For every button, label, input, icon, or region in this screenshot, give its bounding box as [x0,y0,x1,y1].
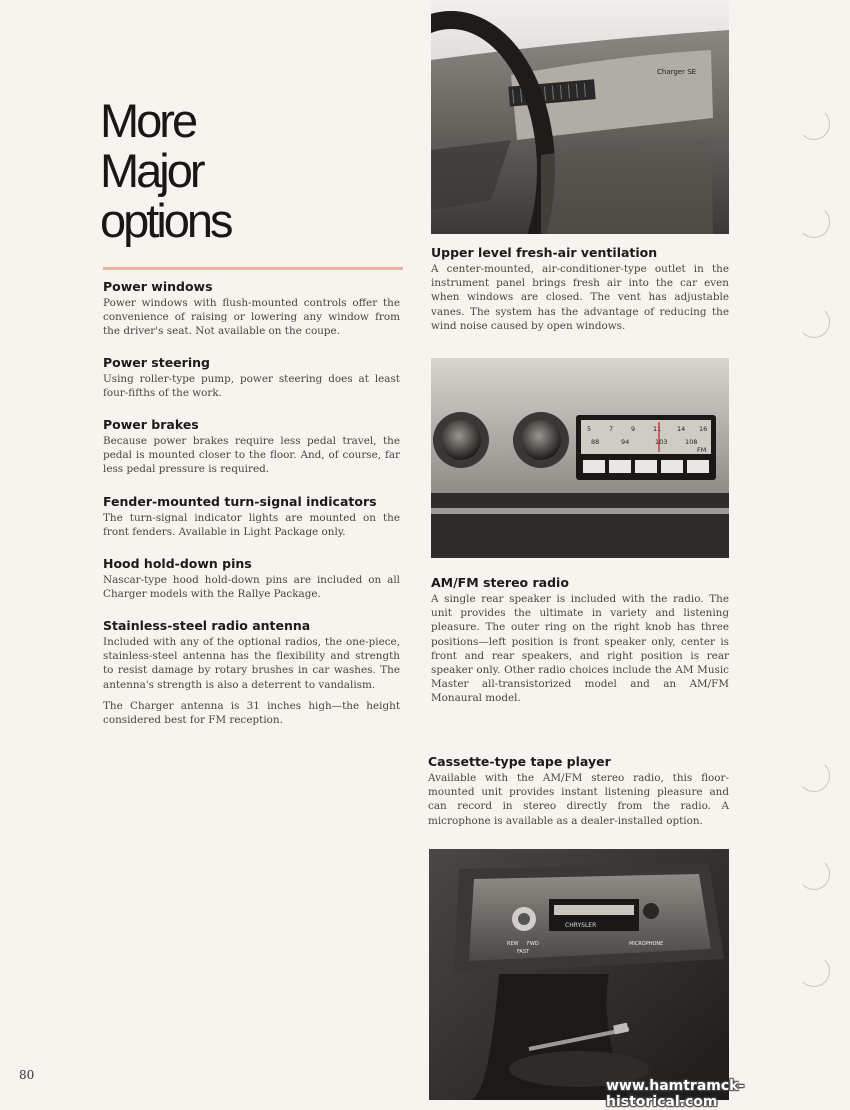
section-power-steering [103,355,400,400]
section-heading: Hood hold-down pins [103,556,252,571]
scale-label: 103 [655,438,668,446]
scale-label: 94 [621,438,630,446]
scale-label: 5 [587,425,592,433]
section-body: Because power brakes require less pedal travel, the pedal is mounted closer to the floor. And, of course, far less pedal pressure is required. [103,435,400,476]
band-label: FM [697,446,707,454]
section-turn-signal [103,494,400,539]
section-body: Power windows with flush-mounted controls offer the convenience of raising or lowering any window from the driver's seat. Not available on the coupe. [103,297,400,338]
scale-label: 7 [609,425,614,433]
dashboard-photo [431,0,729,234]
section-body: The Charger antenna is 31 inches high—the height considered best for FM reception. [103,699,400,727]
section-power-windows [103,279,400,339]
radio-photo [431,358,729,558]
radio-illustration [431,358,729,558]
section-heading: Cassette-type tape player [428,754,611,769]
section-ventilation [431,245,729,333]
scale-label: 14 [677,425,686,433]
scale-label: 9 [631,425,636,433]
binder-hole [798,206,830,238]
dash-badge: Charger SE [657,68,697,76]
dashboard-illustration [431,0,729,234]
title-divider [103,267,403,270]
section-antenna [103,618,400,727]
section-body: A single rear speaker is included with the radio. The unit provides the ultimate in variety and listening pleasure. The outer ring on the right knob has three positions—left position is front speaker only, center is front and rear speakers, and right position is rear speaker only. Other radio choices include the AM Music Master all-transistorized model and an AM/FM Monaural model. [431,593,729,705]
section-heading: AM/FM stereo radio [431,575,569,590]
page-number: 80 [19,1068,35,1082]
tape-player-illustration [429,849,729,1100]
watermark-link[interactable]: www.hamtramck-historical.com [606,1078,745,1110]
section-power-brakes [103,417,400,477]
section-heading: Power windows [103,279,213,294]
section-body: A center-mounted, air-conditioner-type outlet in the instrument panel brings fresh air into the car even when windows are closed. The vent has adjustable vanes. The system has the advantage of reducing the wind noise caused by open windows. [431,263,729,332]
section-tape-player [428,754,729,828]
section-body: Nascar-type hood hold-down pins are included on all Charger models with the Rallye Package. [103,574,400,601]
tape-brand: CHRYSLER [565,922,597,929]
binder-hole [798,306,830,338]
section-body: The turn-signal indicator lights are mounted on the front fenders. Available in Light Package only. [103,512,400,539]
scale-label: 11 [653,425,662,433]
section-heading: Upper level fresh-air ventilation [431,245,658,260]
tape-label-rew: REW [507,941,519,947]
scale-label: 108 [685,438,698,446]
section-body: Available with the AM/FM stereo radio, this floor-mounted unit provides instant listening pleasure and can record in stereo directly from the radio. A microphone is available as a dealer-installed option. [428,772,729,827]
binder-hole [798,858,830,890]
section-hood-pins [103,556,400,601]
section-heading: Stainless-steel radio antenna [103,618,311,633]
title-line: Major [100,144,203,197]
tape-label-mic: MICROPHONE [629,941,664,947]
section-body: Included with any of the optional radios, the one-piece, stainless-steel antenna has the flexibility and strength to resist damage by rotary brushes in car washes. The antenna's strength is also a deterrent to vandalism. [103,636,400,691]
binder-hole [798,108,830,140]
tape-label-fast: FAST [517,949,530,955]
section-body: Using roller-type pump, power steering does at least four-fifths of the work. [103,373,400,400]
binder-hole [798,760,830,792]
title-line: More [100,94,196,147]
tape-label-fwd: FWD [527,941,539,947]
binder-hole [798,955,830,987]
tape-player-photo [429,849,729,1100]
section-heading: Power steering [103,355,210,370]
scale-label: 88 [591,438,600,446]
section-heading: Fender-mounted turn-signal indicators [103,494,377,509]
section-heading: Power brakes [103,417,199,432]
title-line: options [100,194,231,247]
section-stereo-radio [431,575,729,706]
page-title [100,96,300,246]
scale-label: 16 [699,425,708,433]
